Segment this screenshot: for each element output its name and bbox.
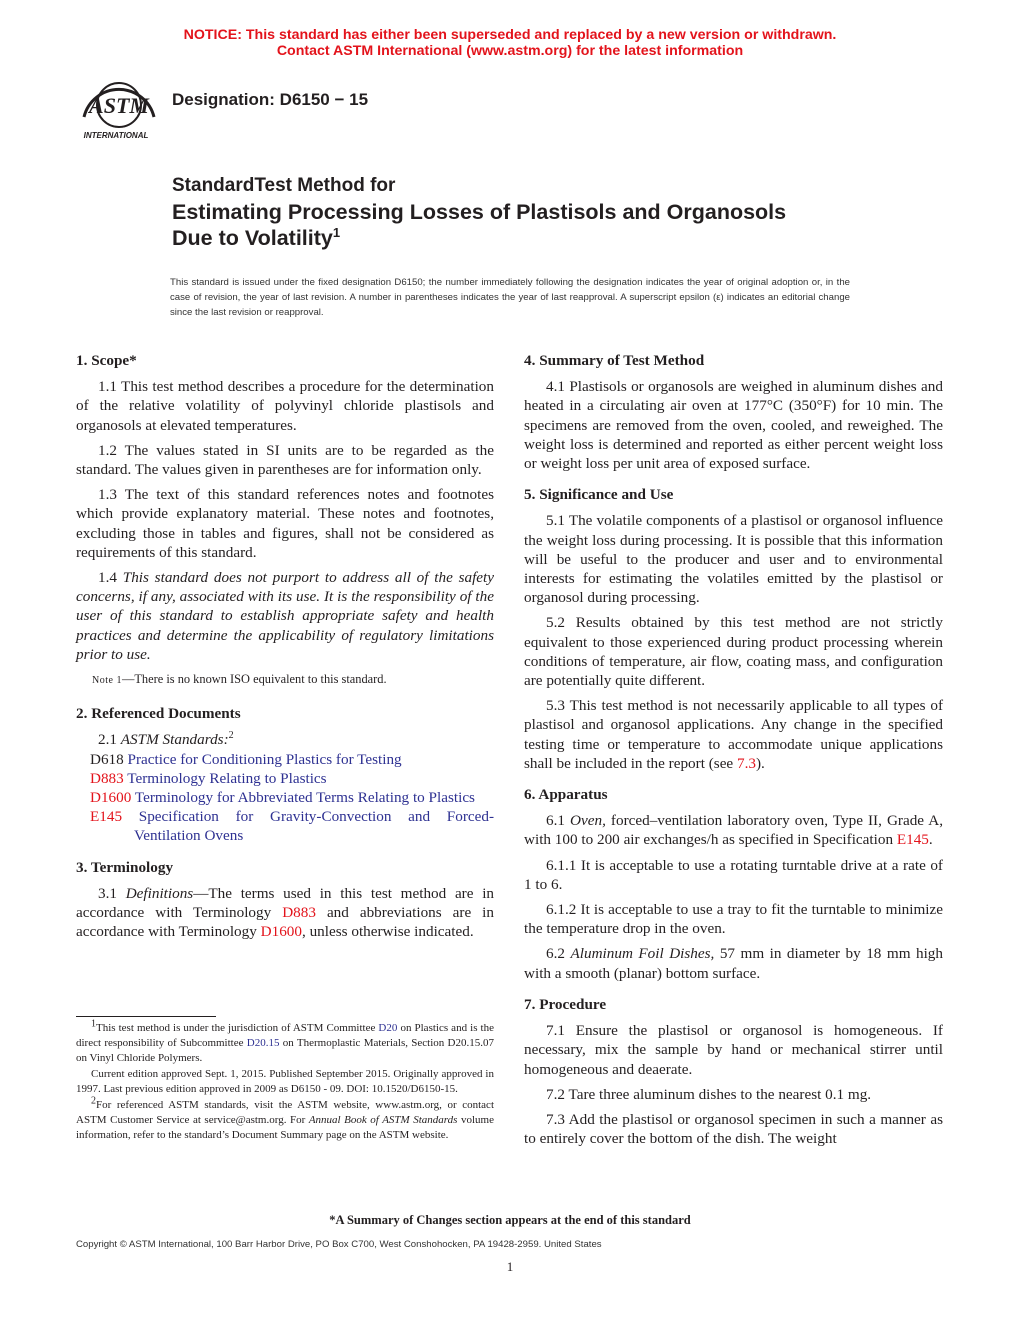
paragraph-text: 57 mm in diameter by 18 mm high with a smooth (planar) bottom surface. [524,945,943,982]
footnote-text: volume information, refer to the standard’s Document Summary page on the ASTM website. [76,1114,494,1141]
paragraph-number: 3.1 [98,884,126,902]
paragraph-text: , unless otherwise indicated. [301,923,474,941]
footnote-1-continued: Current edition approved Sept. 1, 2015. Published September 2015. Originally approved in 1997. Last previous edition approved in 2009 as D6150 - 09. DOI: 10.1520/D6150-15. [76,1068,494,1095]
paragraph-7-1: 7.1 Ensure the plastisol or organosol is homogeneous. If necessary, mix the sample by hand or mechanical stirrer until homogeneous and deaerate. [524,1022,943,1078]
reference-title-link[interactable]: Practice for Conditioning Plastics for Testing [127,750,402,768]
paragraph-3-1 [76,884,494,942]
footnote-divider [76,1016,216,1017]
paragraph-number: 2.1 [98,731,121,749]
note-label: Note 1 [92,675,122,687]
paragraph-6-1-2: 6.1.2 It is acceptable to use a tray to fit the turntable to minimize the temperature drop in the oven. [524,901,943,938]
paragraph-number: 6.2 [546,945,571,963]
note-text: —There is no known ISO equivalent to this standard. [121,672,387,687]
apparatus-term: Oven, [570,812,606,830]
paragraph-text: —The terms used in this test method are in accordance with Terminology [76,884,495,922]
apparatus-term: Aluminum Foil Dishes, [570,945,715,963]
paragraph-text: and abbreviations are in accordance with Terminology [76,904,494,941]
defined-term: Definitions [125,884,194,902]
reference-title-link[interactable]: Specification for Gravity-Convection and Forced-Ventilation Ovens [134,808,495,845]
paragraph-text: 5.3 This test method is not necessarily applicable to all types of plastisol and organosol applications. Any change in the specified testing time or temperature to accommodate unique applications shall be included in the report (see [524,697,943,772]
footnote-text: on Plastics and is the direct responsibility of Subcommittee [76,1022,494,1049]
page-number: 1 [506,1259,514,1274]
paragraph-1-1: 1.1 This test method describes a procedure for the determination of the relative volatility of polyvinyl chloride plastisols and organosols at elevated temperatures. [76,378,494,434]
notice-line-1: NOTICE: This standard has either been superseded and replaced by a new version or withdrawn. [183,27,837,43]
section-significance-heading: 5. Significance and Use [524,486,674,504]
reference-title-link[interactable]: Terminology Relating to Plastics [127,769,327,787]
issue-note: This standard is issued under the fixed designation D6150; the number immediately following the designation indicates the year of original adoption or, in the case of revision, the year of last revision. A number in parentheses indicates the year of last reapproval. A superscript epsilon (ε) indicates an editorial change since the last revision or reapproval. [170,277,850,318]
reference-link-e145[interactable]: E145 [896,831,929,849]
document-title [172,175,872,251]
reference-item[interactable] [76,769,494,788]
section-summary-heading: 4. Summary of Test Method [524,352,705,369]
reference-item[interactable] [76,788,494,807]
section-link-7-3[interactable]: 7.3 [736,754,756,772]
designation: Designation: D6150 − 15 [172,90,369,109]
astm-standards-label: ASTM Standards: [120,731,229,749]
copyright-line: Copyright © ASTM International, 100 Barr Harbor Drive, PO Box C700, West Conshohocken, PA 19428-2959. United States [76,1239,602,1250]
reference-item[interactable] [76,750,494,769]
section-terminology-heading: 3. Terminology [76,858,174,876]
paragraph-4-1: 4.1 Plastisols or organosols are weighed in aluminum dishes and heated in a circulating air oven at 177°C (350°F) for 10 min. The specimens are removed from the oven, cooled, and reweighed. The weight loss is determined and reported as either percent weight loss or weight loss per unit area of exposed surface. [524,378,943,473]
paragraph-text: forced–ventilation laboratory oven, Type II, Grade A, with 100 to 200 air exchanges/h as specified in Specification [524,812,944,849]
paragraph-6-1-1: 6.1.1 It is acceptable to use a rotating turntable drive at a rate of 1 to 6. [524,856,943,893]
paragraph-5-3 [524,696,943,773]
paragraph-7-2: 7.2 Tare three aluminum dishes to the nearest 0.1 mg. [546,1085,872,1103]
title-line-2: Due to Volatility [172,226,333,250]
footnote-text: on Thermoplastic Materials, Section D20.15.07 on Vinyl Chloride Polymers. [76,1037,494,1064]
footnote-mark: 1 [91,1018,96,1030]
reference-code[interactable]: D883 [90,769,124,787]
committee-link[interactable]: D20 [378,1022,398,1034]
paragraph-1-3: 1.3 The text of this standard references notes and footnotes which provide explanatory material. These notes and footnotes, excluding those in tables and figures, shall not be considered as requirements of this standard. [76,486,494,561]
safety-caveat: This standard does not purport to address all of the safety concerns, if any, associated with its use. It is the responsibility of the user of this standard to establish appropriate safety and health practices and determine the applicability of regulatory limitations prior to use. [76,569,494,663]
reference-link-d883[interactable]: D883 [282,904,316,922]
logo-letters: ASTM [89,93,149,118]
footnote-text: For referenced ASTM standards, visit the ASTM website, www.astm.org, or contact ASTM Customer Service at service@astm.org. For [76,1099,494,1126]
footnote-italic-text: Annual Book of ASTM Standards [308,1114,458,1126]
title-prefix: StandardTest Method for [172,175,396,196]
title-main [172,199,872,251]
section-procedure-heading: 7. Procedure [524,995,607,1013]
section-scope-heading: 1. Scope* [76,352,137,369]
reference-title-link[interactable]: Terminology for Abbreviated Terms Relating to Plastics [134,789,475,807]
footnote-mark: 2 [91,1095,96,1107]
logo-caption: INTERNATIONAL [83,131,149,140]
note-1 [76,670,494,690]
paragraph-number: 1.4 [98,569,123,587]
paragraph-2-1 [76,730,494,749]
reference-code[interactable]: D1600 [90,789,132,807]
paragraph-text: . [928,831,933,849]
section-referenced-documents-heading: 2. Referenced Documents [76,705,241,723]
footnote-mark[interactable]: 2 [228,730,234,742]
title-line-1: Estimating Processing Losses of Plastisols and Organosols [172,200,787,224]
paragraph-text: ). [755,754,765,772]
footnote-text: This test method is under the jurisdiction of ASTM Committee [96,1022,379,1034]
superseded-notice [0,27,1020,59]
paragraph-6-2 [524,944,943,982]
reference-code: D618 [90,750,124,768]
subcommittee-link[interactable]: D20.15 [246,1037,280,1049]
astm-logo [74,75,164,145]
left-column [76,351,494,947]
paragraph-number: 6.1 [546,812,571,830]
paragraph-7-3: 7.3 Add the plastisol or organosol specimen in such a manner as to entirely cover the bottom of the dish. The weight [524,1110,943,1148]
reference-item[interactable] [76,807,494,845]
paragraph-5-1: 5.1 The volatile components of a plastisol or organosol influence the weight loss during processing. It is possible that this information will be useful to the producer and user and to environmental interests for estimating the volatiles emitted by the plastisol or organosol during processing. [524,512,943,607]
footnote-2 [76,1095,494,1143]
paragraph-1-4 [76,568,494,664]
paragraph-5-2: 5.2 Results obtained by this test method are not strictly equivalent to those experienced during product processing wherein conditions of temperature, air flow, coating mass, and configuration are potentially quite different. [524,614,943,690]
reference-link-d1600[interactable]: D1600 [260,923,302,941]
right-column [524,351,943,1154]
footnote-1 [76,1018,494,1066]
paragraph-6-1 [524,811,943,849]
footnotes [76,1018,494,1144]
summary-of-changes-note: *A Summary of Changes section appears at the end of this standard [329,1213,691,1227]
reference-code[interactable]: E145 [90,808,123,826]
section-apparatus-heading: 6. Apparatus [524,786,608,804]
notice-line-2: Contact ASTM International (www.astm.org) for the latest information [276,43,744,59]
paragraph-1-2: 1.2 The values stated in SI units are to be regarded as the standard. The values given in parentheses are for information only. [76,441,494,479]
title-footnote-mark[interactable]: 1 [332,225,341,240]
